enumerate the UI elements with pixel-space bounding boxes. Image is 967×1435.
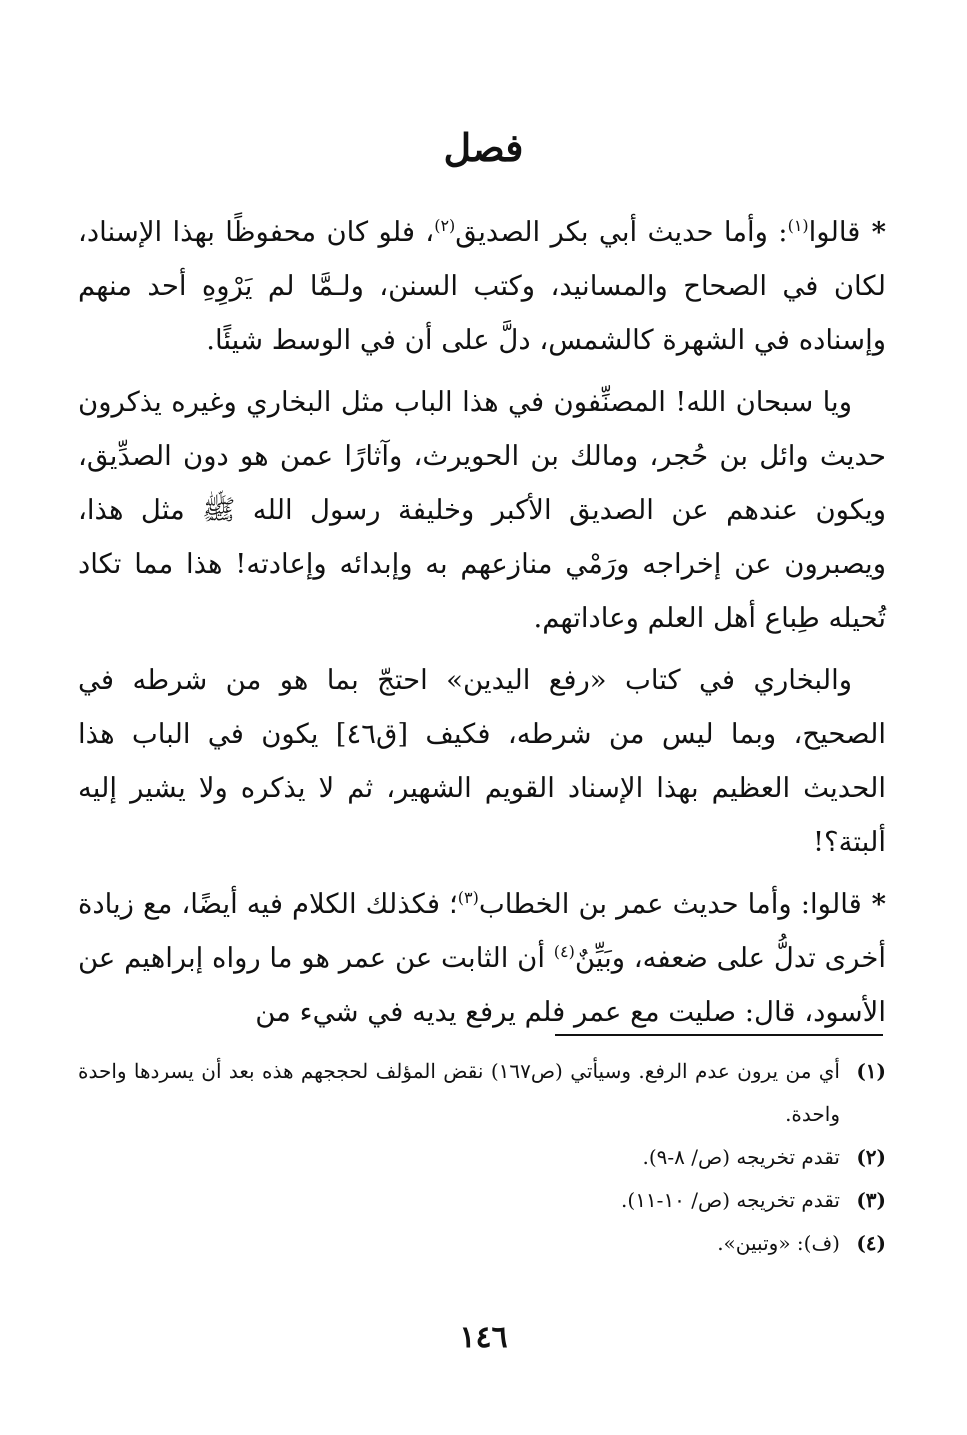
footnote-text: تقدم تخريجه (ص/ ١٠-١١).	[621, 1188, 840, 1212]
paragraph-4-part-1: قالوا: وأما حديث عمر بن الخطاب	[478, 888, 862, 920]
paragraph-1-part-2: : وأما حديث أبي بكر الصديق	[455, 216, 788, 248]
footnote-divider	[555, 1034, 883, 1036]
footnote-number: (١)	[856, 1059, 886, 1083]
paragraph-4-lead: *	[861, 888, 886, 920]
paragraph-1	[78, 205, 886, 367]
paragraph-1-part-3: ، فلو كان محفوظًا بهذا الإسناد، لكان في الصحاح والمسانيد، وكتب السنن، ولـمَّا لم يَرْوِهِ أحد منهم وإسناده في الشهرة كالشمس، دلَّ على أن في الوسط شيئًا.	[78, 216, 886, 356]
section-heading: فصل	[443, 125, 524, 170]
footnote-ref-1: (١)	[787, 215, 809, 235]
paragraph-4	[78, 877, 886, 1039]
footnote-number: (٤)	[856, 1231, 886, 1255]
paragraph-4-part-2: ؛ فكذلك الكلام فيه أيضًا، مع زيادة أخرى تدلُّ على ضعفه، وبَيِّنٌ	[78, 888, 886, 974]
footnote-number: (٢)	[856, 1145, 886, 1169]
paragraph-4-part-3: أن الثابت عن عمر هو ما رواه إبراهيم عن الأسود، قال: صليت مع عمر فلم يرفع يديه في شيء من	[78, 942, 886, 1028]
footnote-3	[78, 1179, 886, 1222]
footnote-number: (٣)	[856, 1188, 886, 1212]
paragraph-1-lead: *	[860, 216, 886, 248]
footnote-text: تقدم تخريجه (ص/ ٨-٩).	[642, 1145, 840, 1169]
footnote-ref-3: (٣)	[457, 887, 479, 907]
footnote-4	[78, 1222, 886, 1265]
paragraph-3: والبخاري في كتاب «رفع اليدين» احتجّ بما هو من شرطه في الصحيح، وبما ليس من شرطه، فكيف [ق٤٦] يكون في الباب هذا الحديث العظيم بهذا الإسناد القويم الشهير، ثم لا يذكره ولا يشير إليه ألبتة؟!	[78, 664, 886, 858]
paragraph-2: ويا سبحان الله! المصنِّفون في هذا الباب مثل البخاري وغيره يذكرون حديث وائل بن حُجر، ومالك بن الحويرث، وآثارًا عمن هو دون الصدِّيق، ويكون عندهم عن الصديق الأكبر وخليفة رسول الله ﷺ مثل هذا، ويصبرون عن إخراجه ورَمْي منازعهم به وإبدائه وإعادته! هذا مما تكاد تُحيله طِباع أهل العلم وعاداتهم.	[78, 386, 886, 634]
footnote-text: (ف): «وتبين».	[717, 1231, 840, 1255]
page-number: ١٤٦	[459, 1320, 508, 1355]
footnote-ref-4: (٤)	[553, 941, 575, 961]
paragraph-1-part-1: قالوا	[808, 216, 861, 248]
footnotes	[78, 1050, 886, 1265]
footnote-2	[78, 1136, 886, 1179]
footnote-1	[78, 1050, 886, 1136]
main-text	[78, 205, 886, 1047]
footnote-ref-2: (٢)	[434, 215, 456, 235]
footnote-text: أي من يرون عدم الرفع. وسيأتي (ص١٦٧) نقض المؤلف لحججهم هذه بعد أن يسردها واحدة واحدة.	[78, 1059, 840, 1126]
